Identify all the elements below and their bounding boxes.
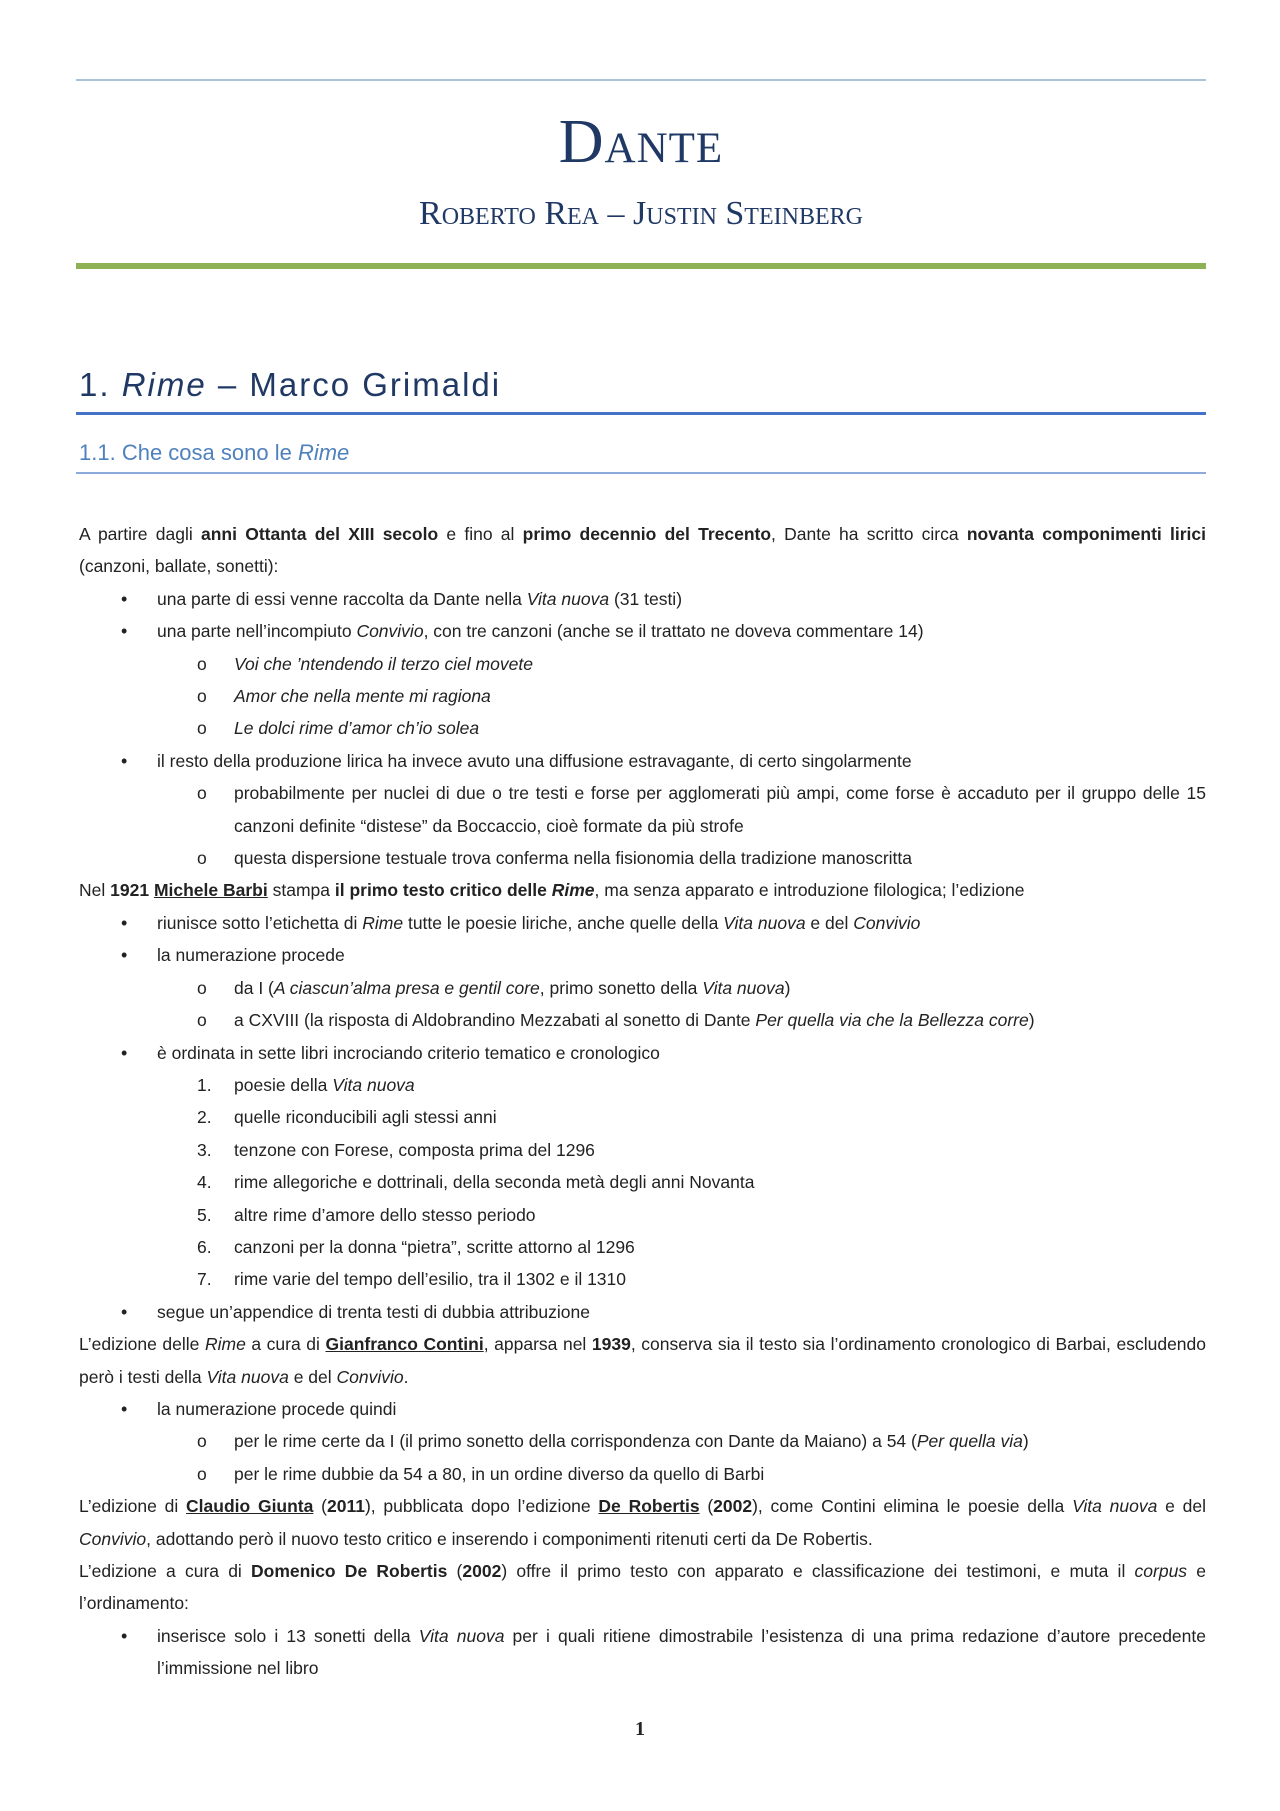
paragraph: L’edizione di Claudio Giunta (2011), pubblicata dopo l’edizione De Robertis (2002), come Contini elimina le poesie della Vita nuova e del Convivio, adottando però il nuovo testo critico e inserendo i componimenti ritenuti certi da De Robertis. [79, 1496, 1206, 1549]
title-rule [76, 263, 1206, 269]
sub-list-item: o Voi che ’ntendendo il terzo ciel movete [79, 648, 1206, 680]
list-item: • è ordinata in sette libri incrociando criterio tematico e cronologico [79, 1037, 1206, 1069]
list-item: • la numerazione procede [79, 939, 1206, 971]
sub-list-item: o probabilmente per nuclei di due o tre testi e forse per agglomerati più ampi, come forse è accaduto per il gruppo delle 15 canzoni definite “distese” da Boccaccio, cioè formate da più strofe [79, 777, 1206, 842]
page-number: 1 [635, 1718, 645, 1740]
bullet-icon: • [121, 588, 128, 609]
author-link: Gianfranco Contini [325, 1334, 484, 1355]
circle-bullet-icon: o [197, 1431, 207, 1452]
list-item: • segue un’appendice di trenta testi di dubbia attribuzione [79, 1296, 1206, 1328]
subsection-number: 1.1. [79, 440, 116, 465]
bullet-icon: • [121, 1398, 128, 1419]
sub-list-item: o Le dolci rime d’amor ch’io solea [79, 712, 1206, 744]
list-item: • una parte di essi venne raccolta da Dante nella Vita nuova (31 testi) [79, 583, 1206, 615]
numbered-item: 3. tenzone con Forese, composta prima del 1296 [197, 1139, 595, 1160]
subsection-title-italic: Rime [297, 440, 350, 465]
circle-bullet-icon: o [197, 718, 207, 739]
sub-list-item: o a CXVIII (la risposta di Aldobrandino Mezzabati al sonetto di Dante Per quella via che la Bellezza corre) [79, 1004, 1206, 1036]
circle-bullet-icon: o [197, 848, 207, 869]
bullet-icon: • [121, 1625, 128, 1646]
section-number: 1. [79, 366, 111, 403]
sub-list-item: o Amor che nella mente mi ragiona [79, 680, 1206, 712]
circle-bullet-icon: o [197, 783, 207, 804]
numbered-item: 1. poesie della Vita nuova [197, 1074, 415, 1095]
section-title: Rime [121, 366, 207, 403]
paragraph: L’edizione delle Rime a cura di Gianfranco Contini, apparsa nel 1939, conserva sia il testo sia l’ordinamento cronologico di Barbai, escludendo però i testi della Vita nuova e del Convivio. [79, 1334, 1207, 1387]
list-item: • una parte nell’incompiuto Convivio, con tre canzoni (anche se il trattato ne doveva commentare 14) [79, 615, 1206, 647]
section-rule [76, 412, 1206, 415]
sub-list-item: o per le rime certe da I (il primo sonetto della corrispondenza con Dante da Maiano) a 54 (Per quella via) [79, 1425, 1206, 1457]
paragraph: Nel 1921 Michele Barbi stampa il primo testo critico delle Rime, ma senza apparato e introduzione filologica; l’edizione [79, 880, 1025, 901]
numbered-item: 2. quelle riconducibili agli stessi anni [197, 1107, 497, 1128]
sub-list-item: o per le rime dubbie da 54 a 80, in un ordine diverso da quello di Barbi [79, 1458, 1206, 1490]
document-title: Dante [558, 108, 724, 176]
bullet-icon: • [121, 750, 128, 771]
numbered-item: 6. canzoni per la donna “pietra”, scritte attorno al 1296 [197, 1236, 635, 1257]
document-body [79, 518, 1206, 1685]
document-authors: Roberto Rea – Justin Steinberg [419, 195, 863, 232]
bullet-icon: • [121, 1042, 128, 1063]
list-item: • inserisce solo i 13 sonetti della Vita nuova per i quali ritiene dimostrabile l’esistenza di una prima redazione d’autore precedente l’immissione nel libro [79, 1620, 1206, 1685]
numbered-item: 4. rime allegoriche e dottrinali, della seconda metà degli anni Novanta [197, 1172, 755, 1193]
circle-bullet-icon: o [197, 1010, 207, 1031]
subsection-heading [79, 438, 1206, 468]
circle-bullet-icon: o [197, 1463, 207, 1484]
author-link: De Robertis [598, 1496, 700, 1517]
bullet-icon: • [121, 1301, 128, 1322]
circle-bullet-icon: o [197, 977, 207, 998]
paragraph: L’edizione a cura di Domenico De Robertis (2002) offre il primo testo con apparato e classificazione dei testimoni, e muta il corpus e l’ordinamento: [79, 1561, 1206, 1614]
bullet-icon: • [121, 912, 128, 933]
top-rule [76, 79, 1206, 81]
author-link: Claudio Giunta [186, 1496, 314, 1517]
bullet-icon: • [121, 621, 128, 642]
list-item: • il resto della produzione lirica ha invece avuto una diffusione estravagante, di certo singolarmente [79, 745, 1206, 777]
title-block [76, 100, 1206, 238]
author-link: Michele Barbi [153, 880, 268, 901]
bullet-icon: • [121, 945, 128, 966]
numbered-item: 5. altre rime d’amore dello stesso periodo [197, 1204, 536, 1225]
list-item: • la numerazione procede quindi [79, 1393, 1206, 1425]
paragraph: A partire dagli anni Ottanta del XIII secolo e fino al primo decennio del Trecento, Dante ha scritto circa novanta componimenti lirici (canzoni, ballate, sonetti): [79, 524, 1206, 577]
sub-list-item: o questa dispersione testuale trova conferma nella fisionomia della tradizione manoscritta [79, 842, 1206, 874]
circle-bullet-icon: o [197, 653, 207, 674]
circle-bullet-icon: o [197, 686, 207, 707]
list-item: • riunisce sotto l’etichetta di Rime tutte le poesie liriche, anche quelle della Vita nuova e del Convivio [79, 907, 1206, 939]
section-author: – Marco Grimaldi [217, 366, 502, 403]
sub-list-item: o da I (A ciascun’alma presa e gentil core, primo sonetto della Vita nuova) [79, 972, 1206, 1004]
subsection-rule [76, 472, 1206, 474]
numbered-item: 7. rime varie del tempo dell’esilio, tra il 1302 e il 1310 [197, 1269, 627, 1290]
section-heading [79, 362, 1206, 408]
subsection-title: Che cosa sono le [121, 440, 292, 465]
